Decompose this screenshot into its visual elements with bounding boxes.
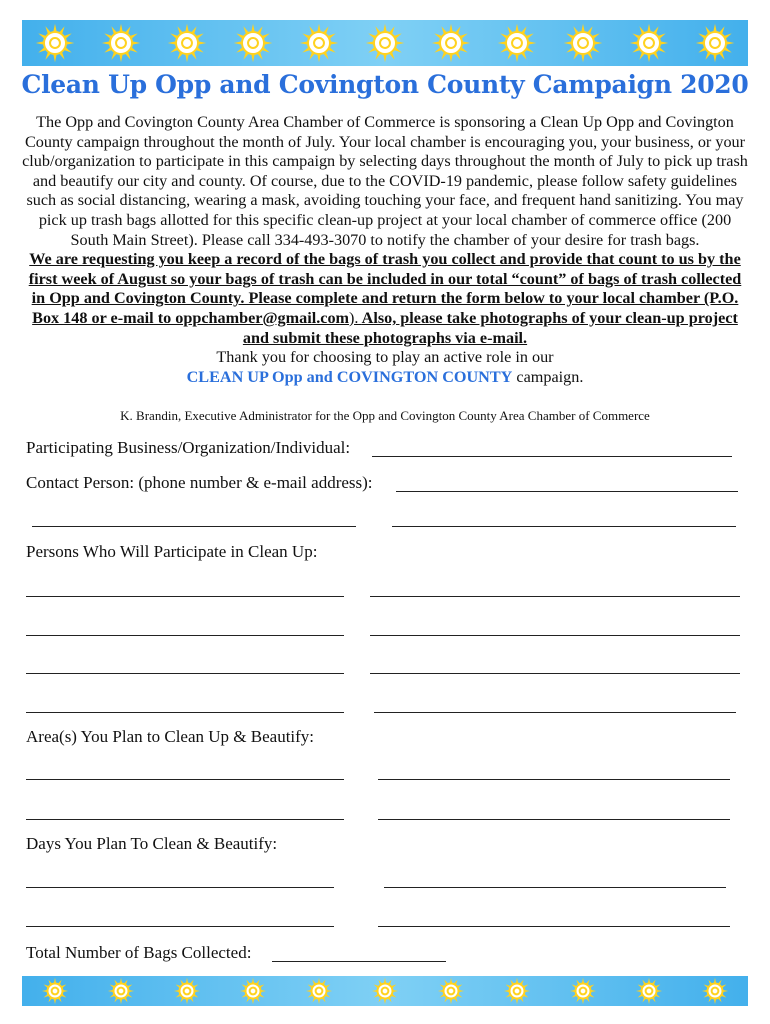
sun-disc (440, 32, 462, 54)
sun-disc (704, 32, 726, 54)
sun-icon (438, 978, 464, 1004)
person-field-8[interactable] (374, 712, 736, 713)
signature-line: K. Brandin, Executive Administrator for the Opp and Covington County Area Chamber of Commerce (120, 408, 650, 423)
sun-disc (638, 32, 660, 54)
sun-icon (636, 978, 662, 1004)
sun-icon (240, 978, 266, 1004)
campaign-suffix: campaign. (512, 367, 584, 386)
sun-icon (630, 24, 669, 63)
sun-icon (36, 24, 75, 63)
sun-icon (108, 978, 134, 1004)
participant-field[interactable] (372, 456, 732, 457)
contact-field[interactable] (396, 491, 738, 492)
sun-disc (242, 32, 264, 54)
sun-disc (510, 984, 525, 999)
sun-disc (506, 32, 528, 54)
sun-icon (42, 978, 68, 1004)
area-field-1[interactable] (26, 779, 344, 780)
days-field-1[interactable] (26, 887, 334, 888)
sun-disc (48, 984, 63, 999)
sun-icon (702, 978, 728, 1004)
sun-disc (576, 984, 591, 999)
sun-icon (498, 24, 537, 63)
sun-disc (572, 32, 594, 54)
contact-field-2[interactable] (32, 526, 356, 527)
sun-disc (374, 32, 396, 54)
contact-field-3[interactable] (392, 526, 736, 527)
request-close: ). (349, 308, 359, 327)
person-field-7[interactable] (26, 712, 344, 713)
sun-icon (174, 978, 200, 1004)
sun-icon (306, 978, 332, 1004)
intro-text (22, 113, 748, 387)
campaign-line (22, 368, 748, 388)
sun-icon (696, 24, 735, 63)
bags-field[interactable] (272, 961, 446, 962)
request-text-2: Also, please take photographs of your clean-up project and submit these photographs via e-mail. (242, 308, 738, 347)
thanks-line: Thank you for choosing to play an active role in our (216, 348, 554, 367)
person-field-1[interactable] (26, 596, 344, 597)
area-field-4[interactable] (378, 819, 730, 820)
days-field-3[interactable] (26, 926, 334, 927)
bottom-sun-banner (22, 976, 748, 1006)
sun-disc (114, 984, 129, 999)
bags-label: Total Number of Bags Collected: (26, 943, 252, 962)
sun-icon (504, 978, 530, 1004)
person-field-6[interactable] (370, 673, 740, 674)
sun-icon (300, 24, 339, 63)
person-field-2[interactable] (370, 596, 740, 597)
days-field-4[interactable] (378, 926, 730, 927)
sun-disc (180, 984, 195, 999)
sun-disc (246, 984, 261, 999)
person-field-5[interactable] (26, 673, 344, 674)
request-text-1: We are requesting you keep a record of the bags of trash you collect and provide that count to us by the first week of August so your bags of trash can be included in our total “count” of bags of trash collected in Opp and Covington County. Please complete and return the form below to your local chamber (P.O. Box 148 or e-mail to oppchamber@gmail.com (28, 250, 742, 327)
sun-disc (312, 984, 327, 999)
sun-disc (44, 32, 66, 54)
intro-paragraph: The Opp and Covington County Area Chamber of Commerce is sponsoring a Clean Up Opp and Covington County campaign throughout the month of July. Your local chamber is encouraging you, your business, or your club/organization to participate in this campaign by selecting days throughout the month of July to pick up trash and beautify our city and county. Of course, due to the COVID-19 pandemic, please follow safety guidelines such as social distancing, wearing a mask, avoiding touching your face, and frequent hand sanitizing. You may pick up trash bags allotted for this specific clean-up project at your local chamber of commerce office (200 South Main Street). Please call 334-493-3070 to notify the chamber of your desire for trash bags. (22, 113, 748, 249)
areas-label: Area(s) You Plan to Clean Up & Beautify: (26, 727, 315, 746)
participant-label: Participating Business/Organization/Individual: (26, 438, 351, 457)
days-field-2[interactable] (384, 887, 726, 888)
days-label: Days You Plan To Clean & Beautify: (26, 834, 278, 853)
sun-icon (234, 24, 272, 63)
persons-label: Persons Who Will Participate in Clean Up: (26, 542, 318, 561)
sun-icon (564, 24, 603, 63)
sun-disc (708, 984, 723, 999)
sun-disc (176, 32, 198, 54)
contact-label: Contact Person: (phone number & e-mail address): (26, 473, 373, 492)
sun-icon (168, 24, 207, 63)
sun-icon (366, 24, 405, 63)
person-field-4[interactable] (370, 635, 740, 636)
sun-disc (642, 984, 657, 999)
sun-disc (378, 984, 393, 999)
campaign-name: CLEAN UP Opp and COVINGTON COUNTY (186, 367, 513, 386)
sun-icon (432, 24, 471, 63)
sun-icon (372, 978, 398, 1004)
request-paragraph (22, 250, 748, 348)
sun-row (22, 20, 748, 66)
area-field-3[interactable] (26, 819, 344, 820)
sun-row-bottom (22, 976, 748, 1006)
sun-disc (110, 32, 132, 54)
sun-icon (570, 978, 596, 1004)
person-field-3[interactable] (26, 635, 344, 636)
sun-icon (102, 24, 141, 63)
sun-disc (308, 32, 330, 54)
page-title: Clean Up Opp and Covington County Campaign 2020 (21, 70, 749, 99)
sun-disc (444, 984, 459, 999)
top-sun-banner (22, 20, 748, 66)
area-field-2[interactable] (378, 779, 730, 780)
